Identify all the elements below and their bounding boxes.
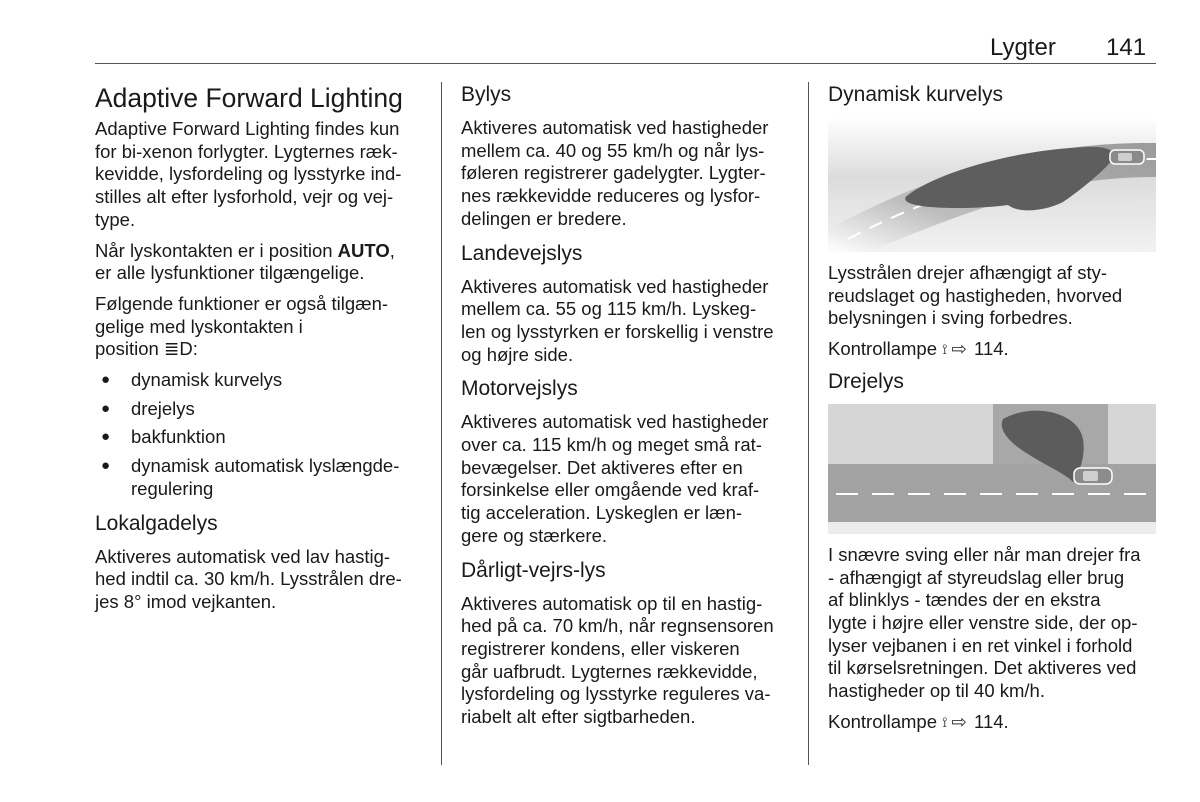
drejelys-paragraph: I snævre sving eller når man drejer fra - afhængigt af styreudslag eller brug af blinklys - tændes der en ekstra lygte i højre eller venstre side, der op- lyser vejbanen i en ret vinkel i forhold til kørselsretningen. Det aktiveres ved hastigheder op til 40 km/h.: [828, 543, 1141, 702]
section-landevejslys: [461, 241, 801, 367]
auto-paragraph: [95, 240, 430, 285]
header-rule: [95, 63, 1156, 64]
page-number: 141: [1106, 34, 1147, 61]
road-fade-shape: [828, 522, 1156, 534]
column-right: [828, 82, 1158, 741]
cornering-light-illustration: [828, 404, 1156, 534]
column-divider-1: [441, 82, 442, 765]
heading-daarligt-vejrs-lys: Dårligt-vejrs-lys: [461, 558, 606, 582]
page-reference-arrow-icon: ⇨: [951, 710, 967, 732]
daarligt-vejrs-lys-paragraph: Aktiveres automatisk op til en hastig- hed på ca. 70 km/h, når regnsensoren registrerer kondens, eller viskeren går uafbrudt. Lygternes rækkevidde, lysfordeling og lysstyrke reguleres va- riabelt alt efter sigtbarheden.: [461, 592, 774, 728]
landevejslys-paragraph: Aktiveres automatisk ved hastigheder mellem ca. 55 og 115 km/h. Lyskeg- len og lysstyrken er forskellig i venstre og højre side.: [461, 275, 774, 365]
auto-label: AUTO: [337, 239, 390, 261]
page-reference-arrow-icon: ⇨: [951, 338, 967, 360]
heading-motorvejslys: Motorvejslys: [461, 377, 578, 401]
heading-lokalgadelys: Lokalgadelys: [95, 511, 218, 535]
reference-label: Kontrollampe: [828, 710, 938, 732]
functions-paragraph: [95, 293, 430, 361]
car-window-shape: [1083, 471, 1098, 481]
car-window-shape: [1118, 153, 1132, 161]
function-list: [95, 369, 430, 501]
auto-text-rest: , er alle lysfunktioner tilgængelige.: [95, 239, 395, 284]
page-reference[interactable]: 114.: [974, 338, 1009, 360]
section-title: Adaptive Forward Lighting: [95, 83, 403, 113]
reference-label: Kontrollampe: [828, 338, 938, 360]
indicator-lamp-icon: ⟟: [942, 713, 948, 730]
list-item: ● bakfunktion: [95, 426, 430, 449]
heading-dynamisk-kurvelys: Dynamisk kurvelys: [828, 83, 1004, 106]
functions-text: Følgende funktioner er også tilgæn- gelige med lyskontakten i position: [95, 292, 389, 360]
reference-drejelys: [828, 711, 1158, 734]
dynamisk-kurvelys-paragraph: Lysstrålen drejer afhængigt af sty- reudslaget og hastigheden, hvorved belysningen i sving forbedres.: [828, 262, 1123, 329]
lokalgadelys-paragraph: Aktiveres automatisk ved lav hastig- hed indtil ca. 30 km/h. Lysstrålen dre- jes 8° imod vejkanten.: [95, 545, 402, 612]
curve-light-illustration: [828, 117, 1156, 252]
reference-dynamisk: [828, 338, 1158, 361]
auto-text: Når lyskontakten er i position: [95, 239, 338, 261]
section-daarligt-vejrs-lys: [461, 558, 801, 729]
page-section-title: Lygter: [990, 34, 1056, 61]
list-item: ● drejelys: [95, 398, 430, 421]
motorvejslys-paragraph: Aktiveres automatisk ved hastigheder over ca. 115 km/h og meget små rat- bevægelser. Det aktiveres efter en forsinkelse eller omgående ved kraf- tig acceleration. Lyskeglen er læn- gere og stærkere.: [461, 411, 769, 546]
section-motorvejslys: [461, 376, 801, 547]
column-middle: [461, 82, 801, 739]
column-left: [95, 82, 430, 622]
list-item: ● dynamisk automatisk lyslængde- regulering: [95, 455, 430, 500]
functions-colon: :: [192, 338, 198, 360]
list-item: ● dynamisk kurvelys: [95, 369, 430, 392]
heading-drejelys: Drejelys: [828, 369, 904, 393]
bylys-paragraph: Aktiveres automatisk ved hastigheder mellem ca. 40 og 55 km/h og når lys- føleren registrerer gadelygter. Lygter- nes rækkevidde reduceres og lysfor- delingen er bredere.: [461, 117, 769, 229]
column-divider-2: [808, 82, 809, 765]
section-bylys: [461, 82, 801, 231]
headlight-icon: ≣D: [163, 338, 193, 360]
indicator-lamp-icon: ⟟: [942, 341, 948, 358]
heading-bylys: Bylys: [461, 83, 512, 106]
intro-paragraph: Adaptive Forward Lighting findes kun for bi-xenon forlygter. Lygternes ræk- kevidde, lysfordeling og lysstyrke ind- stilles alt efter lysforhold, vejr og vej- type.: [95, 118, 402, 230]
heading-landevejslys: Landevejslys: [461, 241, 583, 265]
page-reference[interactable]: 114.: [974, 710, 1009, 732]
